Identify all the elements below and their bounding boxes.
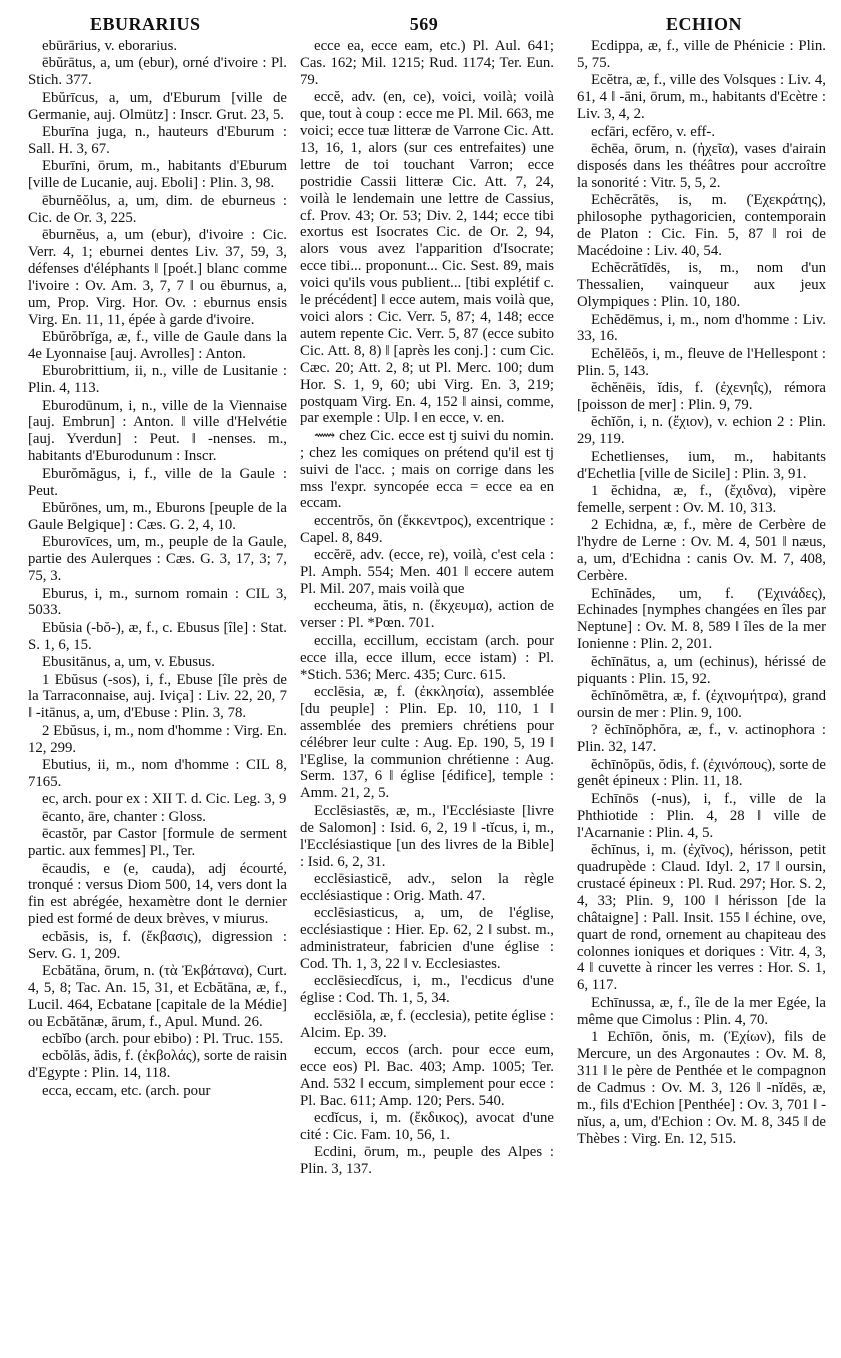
dictionary-entry: Echĕdēmus, i, m., nom d'homme : Liv. 33, 16. — [577, 311, 826, 345]
dictionary-entry: Ebutius, ii, m., nom d'homme : CIL 8, 7165. — [28, 757, 287, 790]
dictionary-entry: ecdĭcus, i, m. (ἔκδικος), avocat d'une cité : Cic. Fam. 10, 56, 1. — [300, 1110, 554, 1143]
dictionary-entry: ĕchĕnēis, ĭdis, f. (ἐχενηΐς), rémora [poisson de mer] : Plin. 9, 79. — [577, 380, 826, 414]
dictionary-entry: Echĕlēŏs, i, m., fleuve de l'Hellespont : Plin. 5, 143. — [577, 345, 826, 379]
dictionary-entry: ēcastŏr, par Castor [formule de serment partic. aux femmes] Pl., Ter. — [28, 826, 287, 860]
dictionary-entry: Ebusitānus, a, um, v. Ebusus. — [42, 654, 215, 671]
dictionary-entry: ec, arch. pour ex : XII T. d. Cic. Leg. 3, 9 — [42, 791, 287, 808]
dictionary-column-3 — [577, 38, 826, 1352]
dictionary-entry: 1 Ebŭsus (-sos), i, f., Ebuse [île près de la Tarraconnaise, auj. Iviça] : Liv. 22, 20, 7 ‖ -itānus, a, um, d'Ebuse : Plin. 3, 78. — [28, 671, 287, 722]
dictionary-entry: Ebŭrōnes, um, m., Eburons [peuple de la Gaule Belgique] : Cæs. G. 2, 4, 10. — [28, 499, 287, 533]
dictionary-entry: Eburīni, ōrum, m., habitants d'Eburum [ville de Lucanie, auj. Eboli] : Plin. 3, 98. — [28, 158, 287, 192]
dictionary-entry: Eburobrittium, ii, n., ville de Lusitanie : Plin. 4, 113. — [28, 363, 287, 397]
page-header — [0, 14, 841, 40]
dictionary-entry: ecclēsiasticus, a, um, de l'église, ecclésiastique : Hier. Ep. 62, 2 ‖ subst. m., administrateur, fabricien d'une église : Cod. Th. 1, 3, 22 ‖ v. Ecclesiastes. — [300, 905, 554, 972]
dictionary-entry: ēcanto, āre, chanter : Gloss. — [42, 808, 206, 825]
dictionary-column-2 — [300, 38, 554, 1352]
dictionary-entry: Ecbătăna, ōrum, n. (τὰ Ἐκβάτανα), Curt. 4, 5, 8; Tac. An. 15, 31, et Ecbătāna, æ, f., Lucil. 464, Ecbatane [capitale de la Médie] ou Ecbătănæ, ārum, f., Apul. Mund. 26. — [28, 962, 287, 1030]
dictionary-entry: ēchēa, ōrum, n. (ἠχεῖα), vases d'airain disposés dans les théâtres pour accroître la sonorité : Vitr. 5, 5, 2. — [577, 140, 826, 191]
dictionary-entry: ecclēsiasticē, adv., selon la règle ecclésiastique : Orig. Math. 47. — [300, 870, 554, 904]
dictionary-entry: eccĕ, adv. (en, ce), voici, voilà; voilà que, tout à coup : ecce me Pl. Mil. 663, me voici; ecce tuæ litteræ de Varrone Cic. Att. 13, 16, 1, alors (sur ces entrefaites) une lettre de toi touchant Varron; ecce postridie Cassii litteræ Cic. Att. 7, 24, voilà le lendemain une lettre de Cassius, cf. Prov. 43; Or. 53; Div. 2, 144; ecce tibi exortus est Isocrates Cic. de Or. 2, 94, alors vous avez l'apparition d'Isocrate; ecce tibi... proponunt... Cic. Sest. 89, mais voici qu'ils vous publient... [tibi explétif c. le précédent] ‖ ecce autem, mais voilà que, voici alors : Cic. Verr. 5, 87; 4, 148; ecce autem repente Cic. Verr. 5, 87 (ecce subito Cic. Att. 8, 8) ‖ [après les conj.] : cum Cic. Cæc. 20; Att. 2, 8; ut Pl. Merc. 100; dum Hor. S. 1, 9, 60; ubi Virg. En. 3, 219; postquam Virg. En. 4, 152 ‖ ainsi, comme, par exemple : Ulp. ‖ en ecce, v. en. — [300, 89, 554, 427]
dictionary-entry: ēburnĕŏlus, a, um, dim. de eburneus : Cic. de Or. 3, 225. — [28, 192, 287, 226]
dictionary-entry: Ebŭrŏbrĭga, æ, f., ville de Gaule dans la 4e Lyonnaise [auj. Avrolles] : Anton. — [28, 328, 287, 362]
dictionary-entry: 2 Ebŭsus, i, m., nom d'homme : Virg. En. 12, 299. — [28, 722, 287, 756]
dictionary-entry: eccilla, eccillum, eccistam (arch. pour ecce illa, ecce illum, ecce istam) : Pl. *Stich. 536; Merc. 435; Curc. 615. — [300, 632, 554, 683]
dictionary-entry: ecfāri, ecfĕro, v. eff-. — [591, 123, 716, 140]
dictionary-entry: ecclēsiŏla, æ, f. (ecclesia), petite église : Alcim. Ep. 39. — [300, 1007, 554, 1041]
dictionary-entry: Eburus, i, m., surnom romain : CIL 3, 5033. — [28, 585, 287, 619]
dictionary-entry: ecca, eccam, etc. (arch. pour — [42, 1082, 211, 1099]
dictionary-entry: Echĕcrătēs, is, m. (Ἐχεκράτης), philosophe pythagoricien, contemporain de Platon : Cic. Fin. 5, 87 ‖ roi de Macédoine : Liv. 40, 54. — [577, 192, 826, 259]
dictionary-entry: Echĕcrătīdēs, is, m., nom d'un Thessalien, vainqueur aux jeux Olympiques : Plin. 10, 180. — [577, 260, 826, 311]
dictionary-entry: eccum, eccos (arch. pour ecce eum, ecce eos) Pl. Bac. 403; Amp. 1005; Ter. And. 532 ‖ eccum, simplement pour ecce : Pl. Bac. 611; Amp. 120; Pers. 540. — [300, 1041, 554, 1109]
dictionary-entry: ēburnĕus, a, um (ebur), d'ivoire : Cic. Verr. 4, 1; eburnei dentes Liv. 37, 59, 3, défenses d'éléphants ‖ [poét.] blanc comme l'ivoire : Ov. Am. 3, 7, 7 ‖ ou ēburnus, a, um, Prop. Virg. Hor. Ov. : eburnus ensis Virg. En. 11, 11, épée à garde d'ivoire. — [28, 226, 287, 328]
dictionary-entry: ēbŭrātus, a, um (ebur), orné d'ivoire : Pl. Stich. 377. — [28, 55, 287, 89]
dictionary-entry: Ecclēsiastēs, æ, m., l'Ecclésiaste [livre de Salomon] : Isid. 6, 2, 19 ‖ -tĭcus, i, m., l'Ecclésiastique [un des livres de la Bible] : Isid. 6, 2, 31. — [300, 802, 554, 870]
dictionary-entry: ĕchīnus, i, m. (ἐχῖνος), hérisson, petit quadrupède : Claud. Idyl. 2, 17 ‖ oursin, crustacé épineux : Pl. Rud. 297; Hor. S. 2, 4, 33; Plin. 9, 100 ‖ hérisson [de la châtaigne] : Pall. Insit. 155 ‖ échine, ove, quart de rond, ornement au chapiteau des colonnes ioniques et doriques : Vitr. 4, 3, 4 ‖ cuvette à rincer les verres : Hor. S. 1, 6, 117. — [577, 842, 826, 994]
dictionary-entry: ecbŏlăs, ădis, f. (ἐκβολάς), sorte de raisin d'Egypte : Plin. 14, 118. — [28, 1048, 287, 1082]
dictionary-entry: ĕchĭŏn, i, n. (ἔχιον), v. echion 2 : Plin. 29, 119. — [577, 414, 826, 448]
dictionary-entry: Eburŏmăgus, i, f., ville de la Gaule : Peut. — [28, 465, 287, 499]
dictionary-entry: ĕchīnŏpūs, ŏdis, f. (ἐχινόπους), sorte de genêt épineux : Plin. 11, 18. — [577, 756, 826, 790]
dictionary-entry: Echetlienses, ium, m., habitants d'Echetlia [ville de Sicile] : Plin. 3, 91. — [577, 448, 826, 482]
dictionary-entry: ecbăsis, is, f. (ἔκβασις), digression : Serv. G. 1, 209. — [28, 928, 287, 962]
dictionary-entry: Ecdini, ōrum, m., peuple des Alpes : Plin. 3, 137. — [300, 1144, 554, 1178]
header-first-entry: EBURARIUS — [90, 14, 201, 34]
dictionary-entry: Eburodūnum, i, n., ville de la Viennaise [auj. Embrun] : Anton. ‖ ville d'Helvétie [auj. Yverdun] : Peut. ‖ -nenses. m., habitants d'Eburodunum : Inscr. — [28, 397, 287, 465]
dictionary-entry: 2 Echidna, æ, f., mère de Cerbère de l'hydre de Lerne : Ov. M. 4, 501 ‖ næus, a, um, d'Echidna : canis Ov. M. 7, 408, Cerbère. — [577, 517, 826, 585]
page-number: 569 — [409, 14, 439, 34]
dictionary-entry: eccĕrē, adv. (ecce, re), voilà, c'est cela : Pl. Amph. 554; Men. 401 ‖ eccere autem Pl. Mil. 207, mais voilà que — [300, 547, 554, 597]
dictionary-entry: Ebŭsia (-bŏ-), æ, f., c. Ebusus [île] : Stat. S. 1, 6, 15. — [28, 619, 287, 653]
dictionary-entry: ecclēsiecdĭcus, i, m., l'ecdicus d'une église : Cod. Th. 1, 5, 34. — [300, 973, 554, 1007]
dictionary-entry: Eburīna juga, n., hauteurs d'Eburum : Sall. H. 3, 67. — [28, 124, 287, 157]
header-last-entry: ECHION — [666, 14, 743, 34]
dictionary-entry: Ebŭrīcus, a, um, d'Eburum [ville de Germanie, auj. Olmütz] : Inscr. Grut. 23, 5. — [28, 89, 287, 123]
dictionary-entry: ĕchīnātus, a, um (echinus), hérissé de piquants : Plin. 15, 92. — [577, 653, 826, 687]
dictionary-column-1 — [28, 38, 287, 1352]
dictionary-entry: eccentrŏs, ŏn (ἔκκεντρος), excentrique : Capel. 8, 849. — [300, 512, 554, 546]
dictionary-entry: ⟿ chez Cic. ecce est tj suivi du nomin. ; chez les comiques on prétend qu'il est tj suivi de l'acc. ; mais on corrige dans les mss l'expr. syncopée ecca = ecce ea en eccam. — [300, 427, 554, 512]
dictionary-entry: 1 ĕchidna, æ, f., (ἔχιδνα), vipère femelle, serpent : Ov. M. 10, 313. — [577, 483, 826, 516]
dictionary-entry: Echīnōs (-nus), i, f., ville de la Phthiotide : Plin. 4, 28 ‖ ville de l'Acarnanie : Plin. 4, 5. — [577, 790, 826, 841]
dictionary-entry: ĕchīnŏmētra, æ, f. (ἐχινομήτρα), grand oursin de mer : Plin. 9, 100. — [577, 687, 826, 721]
dictionary-entry: ? ĕchīnŏphŏra, æ, f., v. actinophora : Plin. 32, 147. — [577, 722, 826, 756]
dictionary-entry: ēcaudis, e (e, cauda), adj écourté, tronqué : versus Diom 500, 14, vers dont la fin est abrégée, hexamètre dont le dernier pied est formé de deux brèves, v miurus. — [28, 860, 287, 928]
dictionary-entry: Eburovīces, um, m., peuple de la Gaule, partie des Aulerques : Cæs. G. 3, 17, 3; 7, 75, 3. — [28, 534, 287, 585]
dictionary-entry: Ecdippa, æ, f., ville de Phénicie : Plin. 5, 75. — [577, 38, 826, 71]
dictionary-entry: 1 Echīōn, ŏnis, m. (Ἐχίων), fils de Mercure, un des Argonautes : Ov. M. 8, 311 ‖ le père de Penthée et le compagnon de Cadmus : Ov. M. 3, 126 ‖ -nĭdēs, æ, m., fils d'Echion [Penthée] : Ov. 3, 701 ‖ -nĭus, a, um, d'Echion : Ov. M. 8, 345 ‖ de Thèbes : Virg. En. 12, 515. — [577, 1029, 826, 1147]
dictionary-entry: Echīnădes, um, f. (Ἐχινάδες), Echinades [nymphes changées en îles par Neptune] : Ov. M. 8, 589 ‖ îles de la mer Ionienne : Plin. 2, 201. — [577, 585, 826, 653]
dictionary-entry: ebūrārius, v. eborarius. — [42, 38, 178, 54]
dictionary-entry: ecbĭbo (arch. pour ebibo) : Pl. Truc. 155. — [42, 1031, 284, 1048]
dictionary-entry: ecclēsia, æ, f. (ἐκκλησία), assemblée [du peuple] : Plin. Ep. 10, 110, 1 ‖ assemblée des premiers chrétiens pour célébrer leur culte : Aug. Ep. 190, 5, 19 ‖ l'Eglise, la communion chrétienne : Aug. Serm. 137, 6 ‖ église [édifice], temple : Amm. 21, 2, 5. — [300, 683, 554, 802]
dictionary-entry: eccheuma, ătis, n. (ἔκχευμα), action de verser : Pl. *Pœn. 701. — [300, 598, 554, 632]
dictionary-entry: ecce ea, ecce eam, etc.) Pl. Aul. 641; Cas. 162; Mil. 1215; Rud. 1174; Ter. Eun. 79. — [300, 38, 554, 88]
dictionary-entry: Echīnussa, æ, f., île de la mer Egée, la même que Cimolus : Plin. 4, 70. — [577, 994, 826, 1028]
dictionary-entry: Ecĕtra, æ, f., ville des Volsques : Liv. 4, 61, 4 ‖ -āni, ōrum, m., habitants d'Ecètre : Liv. 3, 4, 2. — [577, 72, 826, 123]
